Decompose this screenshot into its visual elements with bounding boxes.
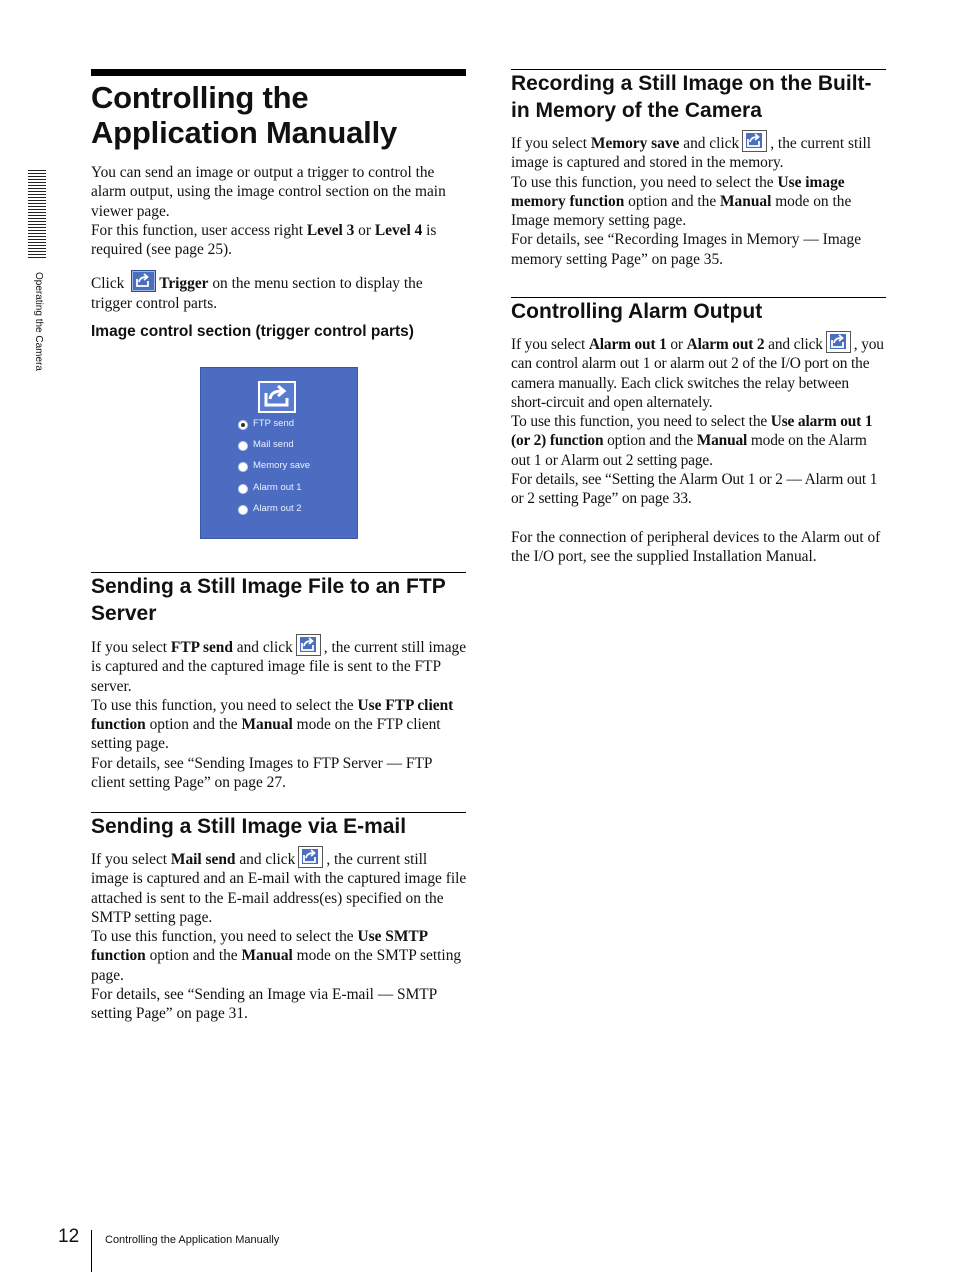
option-mail-send: Mail send (253, 439, 294, 450)
memory-body: If you select Memory save and click , the current still image is captured and stored in the memory. To use this function, you need to select the Use image memory function option and the Manual mode on the Image memory setting page. For details, see “Recording Images in Memory — Image memory setting Page” on page 35. (511, 130, 887, 269)
footer-divider (91, 1230, 92, 1272)
trigger-control-panel (200, 367, 358, 539)
trigger-icon (742, 130, 767, 152)
trigger-icon (298, 846, 323, 868)
side-tab-label: Operating the Camera (33, 272, 44, 371)
footer-running-title: Controlling the Application Manually (105, 1234, 280, 1246)
radio-alarm-out-2[interactable] (238, 505, 248, 515)
radio-ftp-send[interactable] (238, 420, 248, 430)
alarm-heading: Controlling Alarm Output (511, 300, 763, 323)
intro-paragraph-1: You can send an image or output a trigger to control the alarm output, using the image control section on the main viewer page. For this function, user access right Level 3 or Level 4 is required (see page 25). (91, 164, 446, 259)
trigger-icon (131, 270, 156, 292)
radio-memory-save[interactable] (238, 462, 248, 472)
radio-mail-send[interactable] (238, 441, 248, 451)
side-tab-stripes (28, 170, 46, 260)
intro-section (91, 163, 467, 313)
mail-heading: Sending a Still Image via E-mail (91, 815, 407, 838)
mail-body: If you select Mail send and click , the current still image is captured and an E-mail with the captured image file attached is sent to the E-mail address(es) specified on the SMTP setting page. To use this function, you need to select the Use SMTP function option and the Manual mode on the SMTP setting page. For details, see “Sending an Image via E-mail — SMTP setting Page” on page 31. (91, 846, 467, 1024)
title-rule (91, 69, 466, 76)
option-ftp-send: FTP send (253, 418, 295, 429)
trigger-icon (826, 331, 851, 353)
page-number: 12 (58, 1226, 80, 1247)
page-title: Controlling the Application Manually (91, 80, 398, 150)
option-alarm-out-2: Alarm out 2 (253, 503, 302, 514)
trigger-icon[interactable] (258, 381, 296, 413)
trigger-icon (296, 634, 321, 656)
radio-alarm-out-1[interactable] (238, 484, 248, 494)
intro-paragraph-2: Click Trigger on the menu section to display the trigger control parts. (91, 270, 467, 313)
option-memory-save: Memory save (253, 460, 311, 471)
alarm-body: If you select Alarm out 1 or Alarm out 2 and click , you can control alarm out 1 or alarm out 2 of the I/O port on the camera manually. Each click switches the relay between short-circuit and open alternately. To use this function, you need to select the Use alarm out 1 (or 2) function option and the Manual mode on the Alarm out 1 or Alarm out 2 setting page. For details, see “Setting the Alarm Out 1 or 2 — Alarm out 1 or 2 setting Page” on page 33. For the connection of peripheral devices to the Alarm out of the I/O port, see the supplied Installation Manual. (511, 331, 887, 566)
panel-heading: Image control section (trigger control parts) (91, 323, 414, 340)
option-alarm-out-1: Alarm out 1 (253, 482, 302, 493)
memory-heading: Recording a Still Image on the Built-in Memory of the Camera (511, 72, 872, 122)
ftp-heading: Sending a Still Image File to an FTP Server (91, 575, 446, 625)
ftp-body: If you select FTP send and click , the current still image is captured and the captured image file is sent to the FTP server. To use this function, you need to select the Use FTP client function option and the Manual mode on the FTP client setting page. For details, see “Sending Images to FTP Server — FTP client setting Page” on page 27. (91, 634, 467, 792)
